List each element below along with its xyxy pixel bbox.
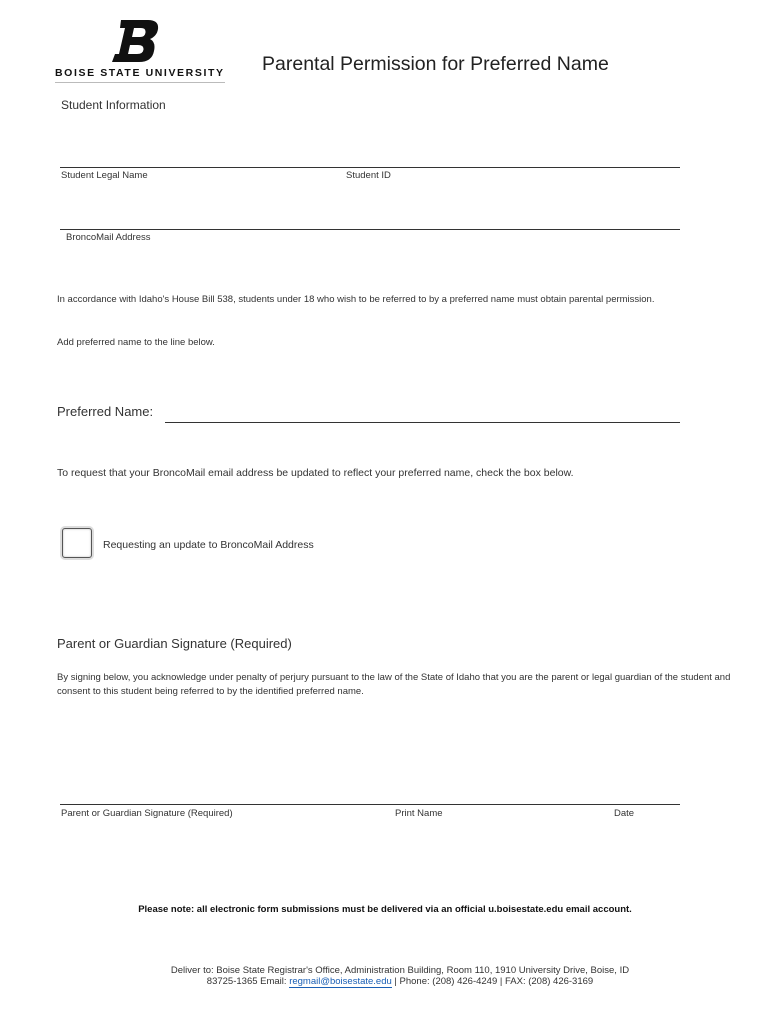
email-link[interactable]: regmail@boisestate.edu — [289, 976, 392, 987]
perjury-paragraph: By signing below, you acknowledge under penalty of perjury pursuant to the law of the State of Idaho that you are the parent or legal guardian of the student and consent to this student being referred to by the identified preferred name. — [57, 672, 731, 697]
legal-name-label: Student Legal Name — [61, 170, 148, 181]
signature-line[interactable] — [60, 804, 680, 805]
logo-wordmark: BOISE STATE UNIVERSITY — [55, 67, 225, 79]
footer-contact-line — [60, 976, 740, 987]
preferred-name-instruction: Add preferred name to the line below. — [57, 337, 215, 348]
page-title: Parental Permission for Preferred Name — [262, 53, 609, 75]
submission-note: Please note: all electronic form submissions must be delivered via an official u.boisestate.edu email account. — [138, 904, 632, 915]
signature-label: Parent or Guardian Signature (Required) — [61, 808, 233, 819]
footer-address: Deliver to: Boise State Registrar's Office, Administration Building, Room 110, 1910 University Drive, Boise, ID — [170, 965, 630, 976]
checkbox-label: Requesting an update to BroncoMail Address — [103, 539, 314, 551]
preferred-name-label: Preferred Name: — [57, 404, 154, 419]
legal-name-line[interactable] — [60, 167, 680, 168]
boise-state-b-logo — [112, 20, 160, 62]
broncomail-update-checkbox[interactable] — [62, 528, 92, 558]
footer-phone-fax: | Phone: (208) 426-4249 | FAX: (208) 426-3169 — [391, 976, 594, 987]
parent-signature-heading: Parent or Guardian Signature (Required) — [57, 636, 292, 651]
student-id-label: Student ID — [346, 170, 391, 181]
date-label: Date — [614, 808, 635, 819]
house-bill-paragraph: In accordance with Idaho's House Bill 538, students under 18 who wish to be referred to by a preferred name must obtain parental permission. — [57, 294, 655, 305]
preferred-name-field[interactable] — [165, 404, 680, 423]
student-information-heading: Student Information — [61, 98, 166, 112]
broncomail-line[interactable] — [60, 229, 680, 230]
footer-contact — [60, 965, 740, 987]
print-name-label: Print Name — [395, 808, 443, 819]
logo-divider — [55, 82, 225, 83]
broncomail-label: BroncoMail Address — [66, 232, 151, 243]
email-request-text: To request that your BroncoMail email address be updated to reflect your preferred name, check the box below. — [57, 467, 574, 479]
footer-email-prefix: 83725-1365 Email: — [206, 976, 290, 987]
